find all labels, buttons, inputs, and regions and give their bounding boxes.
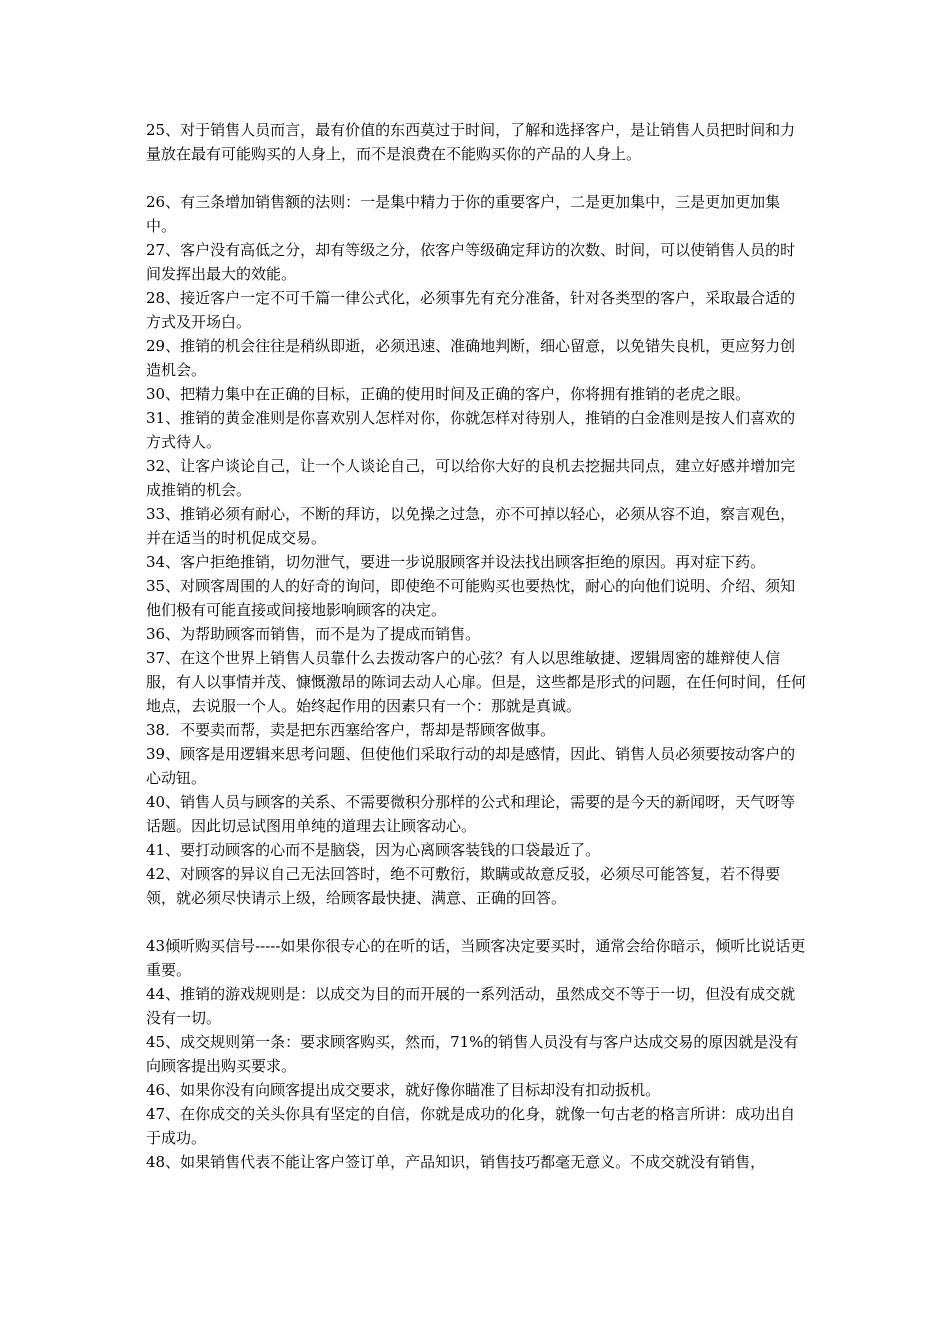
paragraph-38: 38．不要卖而帮，卖是把东西塞给客户，帮却是帮顾客做事。 bbox=[146, 721, 556, 739]
paragraph-36: 36、为帮助顾客而销售，而不是为了提成而销售。 bbox=[146, 625, 481, 643]
paragraph-35: 35、对顾客周围的人的好奇的询问，即使绝不可能购买也要热忱，耐心的向他们说明、介绍、须知他们极有可能直接或间接地影响顾客的决定。 bbox=[146, 577, 796, 619]
paragraph-30: 30、把精力集中在正确的目标，正确的使用时间及正确的客户，你将拥有推销的老虎之眼。 bbox=[146, 385, 751, 403]
paragraph-33: 33、推销必须有耐心，不断的拜访，以免操之过急，亦不可掉以轻心，必须从容不迫，察言观色，并在适当的时机促成交易。 bbox=[146, 505, 796, 547]
paragraph-37: 37、在这个世界上销售人员靠什么去拨动客户的心弦？有人以思维敏捷、逻辑周密的雄辩使人信服，有人以事情并茂、慷慨激昂的陈词去动人心扉。但是，这些都是形式的问题，在任何时间，任何地点，去说服一个人。始终起作用的因素只有一个：那就是真诚。 bbox=[146, 649, 807, 715]
paragraph-27: 27、客户没有高低之分，却有等级之分，依客户等级确定拜访的次数、时间，可以使销售人员的时间发挥出最大的效能。 bbox=[146, 241, 796, 283]
paragraph-29: 29、推销的机会往往是稍纵即逝，必须迅速、准确地判断，细心留意，以免错失良机，更应努力创造机会。 bbox=[146, 337, 796, 379]
paragraph-34: 34、客户拒绝推销，切勿泄气，要进一步说服顾客并设法找出顾客拒绝的原因。再对症下药。 bbox=[146, 553, 766, 571]
paragraph-31: 31、推销的黄金准则是你喜欢别人怎样对你，你就怎样对待别人，推销的白金准则是按人们喜欢的方式待人。 bbox=[146, 409, 796, 451]
paragraph-46: 46、如果你没有向顾客提出成交要求，就好像你瞄准了目标却没有扣动扳机。 bbox=[146, 1081, 661, 1099]
paragraph-39: 39、顾客是用逻辑来思考问题、但使他们采取行动的却是感情，因此、销售人员必须要按动客户的心动钮。 bbox=[146, 745, 796, 787]
paragraph-41: 41、要打动顾客的心而不是脑袋，因为心离顾客装钱的口袋最近了。 bbox=[146, 841, 601, 859]
paragraph-32: 32、让客户谈论自己，让一个人谈论自己，可以给你大好的良机去挖掘共同点，建立好感并增加完成推销的机会。 bbox=[146, 457, 796, 499]
document-page bbox=[146, 118, 810, 1174]
paragraph-48: 48、如果销售代表不能让客户签订单，产品知识，销售技巧都毫无意义。不成交就没有销售， bbox=[146, 1153, 766, 1171]
paragraph-43: 43倾听购买信号-----如果你很专心的在听的话，当顾客决定要买时，通常会给你暗示，倾听比说话更重要。 bbox=[146, 937, 806, 979]
paragraph-47: 47、在你成交的关头你具有坚定的自信，你就是成功的化身，就像一句古老的格言所讲：成功出自于成功。 bbox=[146, 1105, 796, 1147]
paragraph-28: 28、接近客户一定不可千篇一律公式化，必须事先有充分准备，针对各类型的客户，采取最合适的方式及开场白。 bbox=[146, 289, 796, 331]
paragraph-42: 42、对顾客的异议自己无法回答时，绝不可敷衍，欺瞒或故意反驳，必须尽可能答复，若不得要领，就必须尽快请示上级，给顾客最快捷、满意、正确的回答。 bbox=[146, 865, 781, 907]
paragraph-45: 45、成交规则第一条：要求顾客购买，然而，71%的销售人员没有与客户达成交易的原因就是没有向顾客提出购买要求。 bbox=[146, 1033, 799, 1075]
paragraph-25: 25、对于销售人员而言，最有价值的东西莫过于时间，了解和选择客户，是让销售人员把时间和力量放在最有可能购买的人身上，而不是浪费在不能购买你的产品的人身上。 bbox=[146, 121, 796, 163]
paragraph-40: 40、销售人员与顾客的关系、不需要微积分那样的公式和理论，需要的是今天的新闻呀，天气呀等话题。因此切忌试图用单纯的道理去让顾客动心。 bbox=[146, 793, 796, 835]
paragraph-26: 26、有三条增加销售额的法则：一是集中精力于你的重要客户，二是更加集中，三是更加更加集中。 bbox=[146, 193, 781, 235]
paragraph-44: 44、推销的游戏规则是：以成交为目的而开展的一系列活动，虽然成交不等于一切，但没有成交就没有一切。 bbox=[146, 985, 796, 1027]
